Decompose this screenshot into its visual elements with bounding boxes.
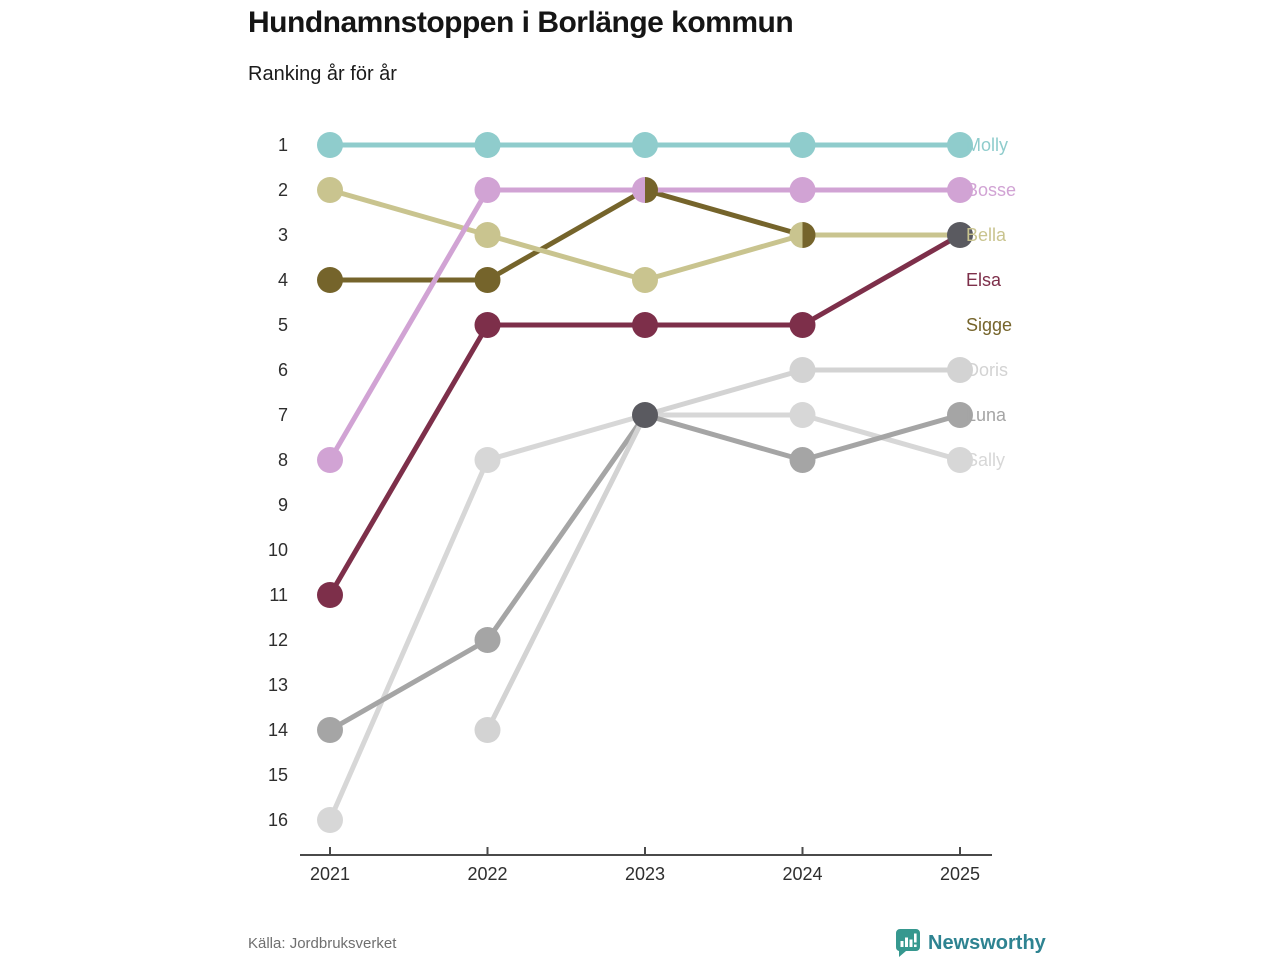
rank-tick-label: 6 <box>277 360 288 380</box>
dot-luna-2021 <box>317 717 343 743</box>
rank-tick-label: 1 <box>277 135 288 155</box>
series-line-sigge <box>645 190 803 235</box>
dot-molly-2024 <box>790 132 816 158</box>
series-line-doris <box>645 370 803 415</box>
dot-elsa-2021 <box>317 582 343 608</box>
dot-bosse-2024 <box>790 177 816 203</box>
tie-dot-2023-rank7 <box>632 402 658 428</box>
x-tick-label: 2024 <box>782 864 823 884</box>
series-line-bosse <box>330 190 488 460</box>
series-line-bella <box>488 235 646 280</box>
rank-tick-label: 2 <box>277 180 288 200</box>
dot-molly-2023 <box>632 132 658 158</box>
series-label-sally: Sally <box>966 450 1006 470</box>
series-label-bosse: Bosse <box>966 180 1017 200</box>
dot-bella-2021 <box>317 177 343 203</box>
dot-bosse-2022 <box>475 177 501 203</box>
dot-sigge-2021 <box>317 267 343 293</box>
x-tick-label: 2023 <box>624 864 666 884</box>
rank-axis <box>268 135 288 830</box>
dot-bella-2022 <box>475 222 501 248</box>
dot-sally-2024 <box>790 402 816 428</box>
x-tick-label: 2021 <box>309 864 351 884</box>
rank-tick-label: 16 <box>267 810 288 830</box>
rank-tick-label: 5 <box>277 315 288 335</box>
series-line-luna <box>330 640 488 730</box>
chart-title: Hundnamnstoppen i Borlänge kommun <box>248 6 794 39</box>
tie-dot-half-sigge-2024 <box>803 222 816 248</box>
rank-tick-label: 13 <box>267 675 288 695</box>
series-label-molly: Molly <box>966 135 1009 155</box>
dot-luna-2022 <box>475 627 501 653</box>
x-tick-label: 2025 <box>939 864 981 884</box>
rank-tick-label: 14 <box>267 720 288 740</box>
dot-doris-2024 <box>790 357 816 383</box>
dot-molly-2022 <box>475 132 501 158</box>
series-line-bella <box>645 235 803 280</box>
series-label-bella: Bella <box>966 225 1007 245</box>
rank-tick-label: 3 <box>277 225 288 245</box>
dot-sally-2022 <box>475 447 501 473</box>
rank-tick-label: 12 <box>267 630 288 650</box>
series-line-elsa <box>330 325 488 595</box>
dot-sigge-2022 <box>475 267 501 293</box>
rank-tick-label: 9 <box>277 495 288 515</box>
newsworthy-logo <box>895 928 1046 958</box>
series-line-sally <box>488 415 646 460</box>
series-lines <box>330 145 960 820</box>
series-label-elsa: Elsa <box>966 270 1002 290</box>
dot-elsa-2024 <box>790 312 816 338</box>
series-label-sigge: Sigge <box>966 315 1013 335</box>
newsworthy-brand-text: Newsworthy <box>928 931 1046 954</box>
dot-elsa-2022 <box>475 312 501 338</box>
source-note: Källa: Jordbruksverket <box>248 935 397 952</box>
series-label-luna: Luna <box>966 405 1007 425</box>
dot-elsa-2023 <box>632 312 658 338</box>
series-line-luna <box>645 415 803 460</box>
rank-tick-label: 8 <box>277 450 288 470</box>
x-axis <box>300 847 992 884</box>
dot-luna-2024 <box>790 447 816 473</box>
dot-doris-2022 <box>475 717 501 743</box>
x-tick-label: 2022 <box>467 864 508 884</box>
dot-sally-2021 <box>317 807 343 833</box>
rank-tick-label: 4 <box>277 270 288 290</box>
series-line-sigge <box>488 190 646 280</box>
rank-tick-label: 10 <box>267 540 288 560</box>
newsworthy-icon <box>895 928 921 958</box>
dot-bella-2023 <box>632 267 658 293</box>
series-labels <box>966 135 1016 470</box>
series-label-doris: Doris <box>966 360 1009 380</box>
series-line-sally <box>330 460 488 820</box>
tie-dot-half-sigge-2023 <box>645 177 658 203</box>
series-line-luna <box>488 415 646 640</box>
rank-tick-label: 7 <box>277 405 288 425</box>
rank-tick-label: 11 <box>269 585 288 605</box>
series-line-elsa <box>803 235 961 325</box>
rank-tick-label: 15 <box>267 765 288 785</box>
series-line-doris <box>488 415 646 730</box>
dot-bosse-2021 <box>317 447 343 473</box>
tie-dot-half-bella-2024 <box>790 222 803 248</box>
dot-molly-2021 <box>317 132 343 158</box>
chart-subtitle: Ranking år för år <box>248 63 397 85</box>
